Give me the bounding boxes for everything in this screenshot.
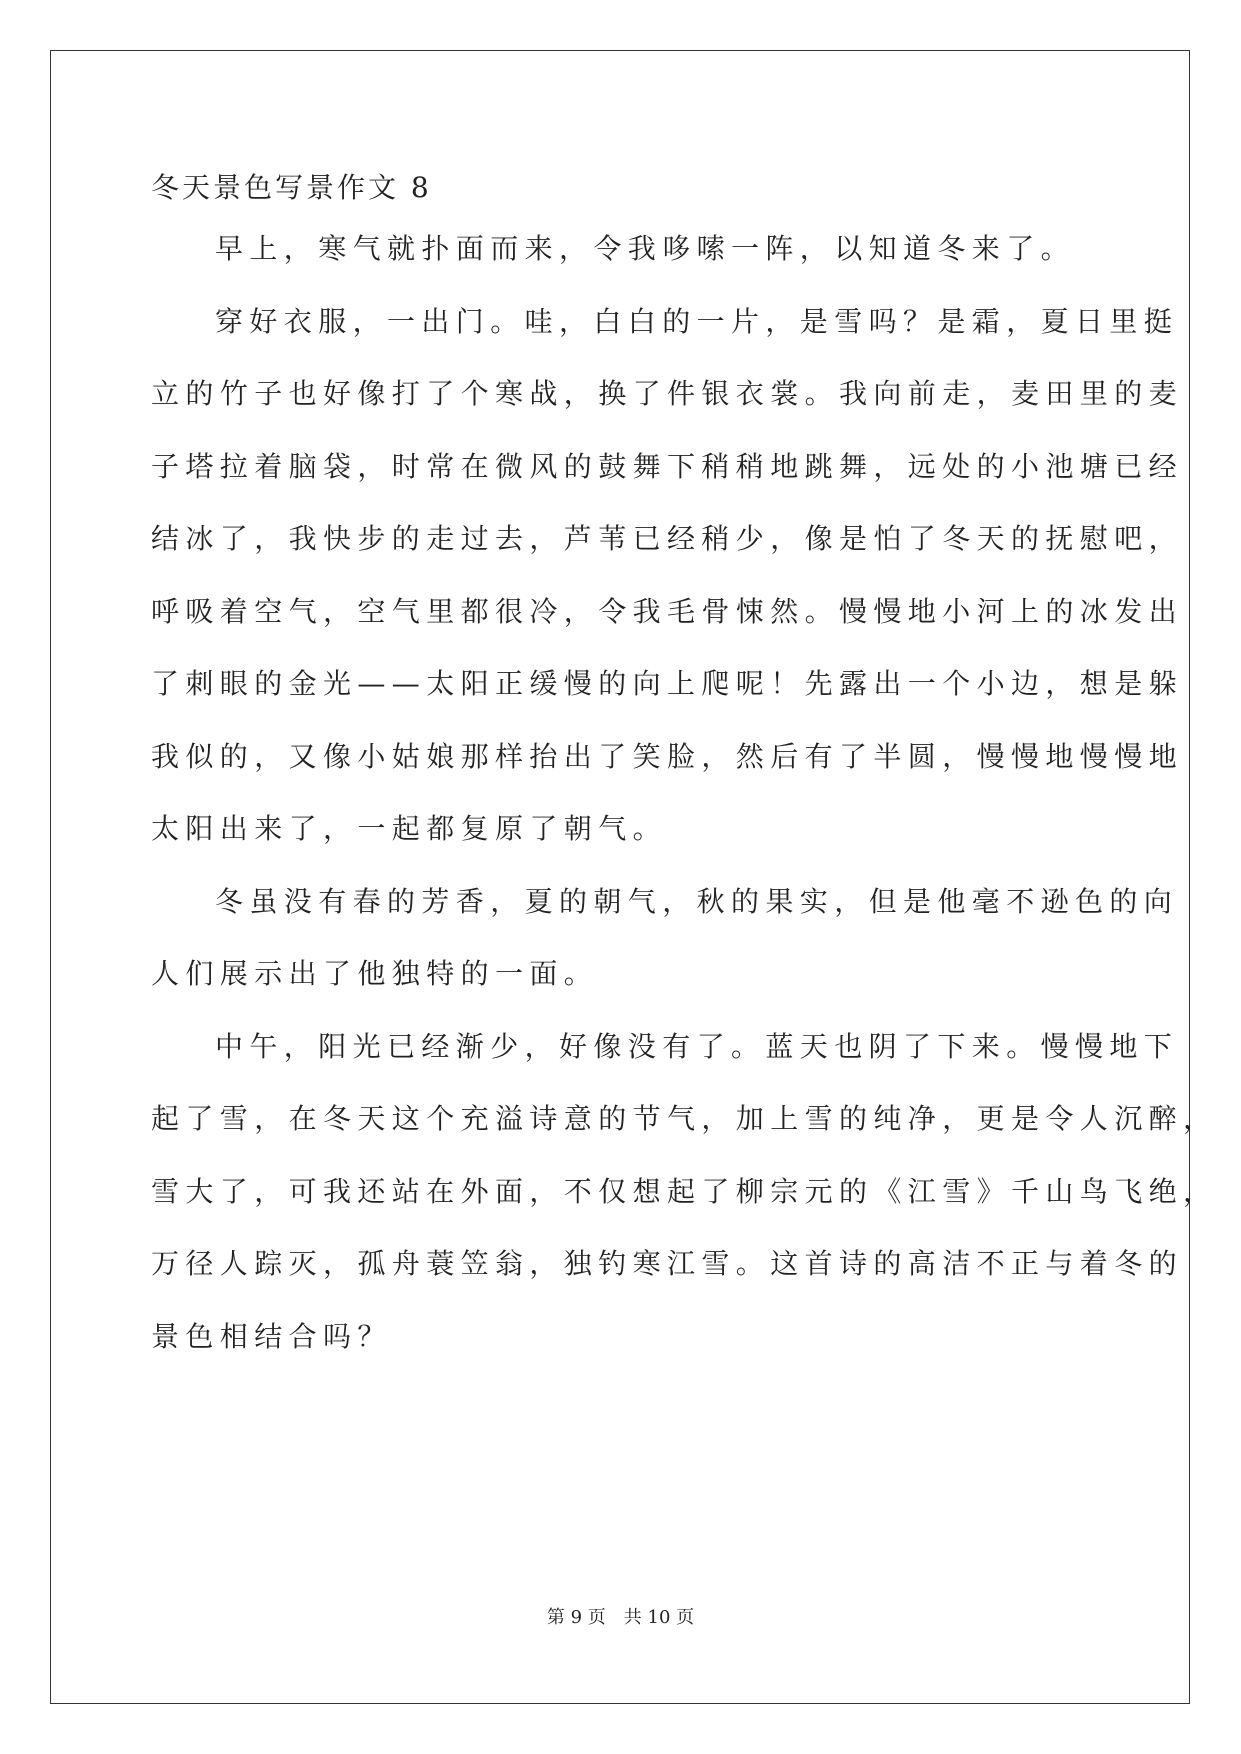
paragraph-4-line-5: 景色相结合吗？ (151, 1320, 392, 1353)
page-number-footer: 第 9 页 共 10 页 (546, 1607, 695, 1628)
paragraph-2-line-6: 了刺眼的金光——太阳正缓慢的向上爬呢！先露出一个小边，想是躲 (151, 667, 1184, 700)
page-border (50, 50, 1190, 1704)
paragraph-4-line-2: 起了雪，在冬天这个充溢诗意的节气，加上雪的纯净，更是令人沉醉， (151, 1102, 1218, 1135)
paragraph-3-line-2: 人们展示出了他独特的一面。 (151, 957, 599, 990)
paragraph-2-line-3: 子塔拉着脑袋，时常在微风的鼓舞下稍稍地跳舞，远处的小池塘已经 (151, 450, 1184, 483)
paragraph-2-line-7: 我似的，又像小姑娘那样抬出了笑脸，然后有了半圆，慢慢地慢慢地 (151, 740, 1184, 773)
paragraph-2-line-1: 穿好衣服，一出门。哇，白白的一片，是雪吗？是霜，夏日里挺 (215, 305, 1179, 338)
paragraph-2-line-2: 立的竹子也好像打了个寒战，换了件银衣裳。我向前走，麦田里的麦 (151, 377, 1184, 410)
paragraph-4-line-4: 万径人踪灭，孤舟蓑笠翁，独钓寒江雪。这首诗的高洁不正与着冬的 (151, 1247, 1184, 1280)
paragraph-2-line-5: 呼吸着空气，空气里都很冷，令我毛骨悚然。慢慢地小河上的冰发出 (151, 595, 1184, 628)
paragraph-3-line-1: 冬虽没有春的芳香，夏的朝气，秋的果实，但是他毫不逊色的向 (215, 885, 1179, 918)
paragraph-1-line-1: 早上，寒气就扑面而来，令我哆嗦一阵，以知道冬来了。 (215, 232, 1076, 265)
paragraph-2-line-8: 太阳出来了，一起都复原了朝气。 (151, 812, 668, 845)
paragraph-4-line-3: 雪大了，可我还站在外面，不仅想起了柳宗元的《江雪》千山鸟飞绝， (151, 1175, 1218, 1208)
document-title: 冬天景色写景作文 8 (151, 171, 432, 204)
paragraph-2-line-4: 结冰了，我快步的走过去，芦苇已经稍少，像是怕了冬天的抚慰吧， (151, 522, 1184, 555)
paragraph-4-line-1: 中午，阳光已经渐少，好像没有了。蓝天也阴了下来。慢慢地下 (215, 1030, 1179, 1063)
